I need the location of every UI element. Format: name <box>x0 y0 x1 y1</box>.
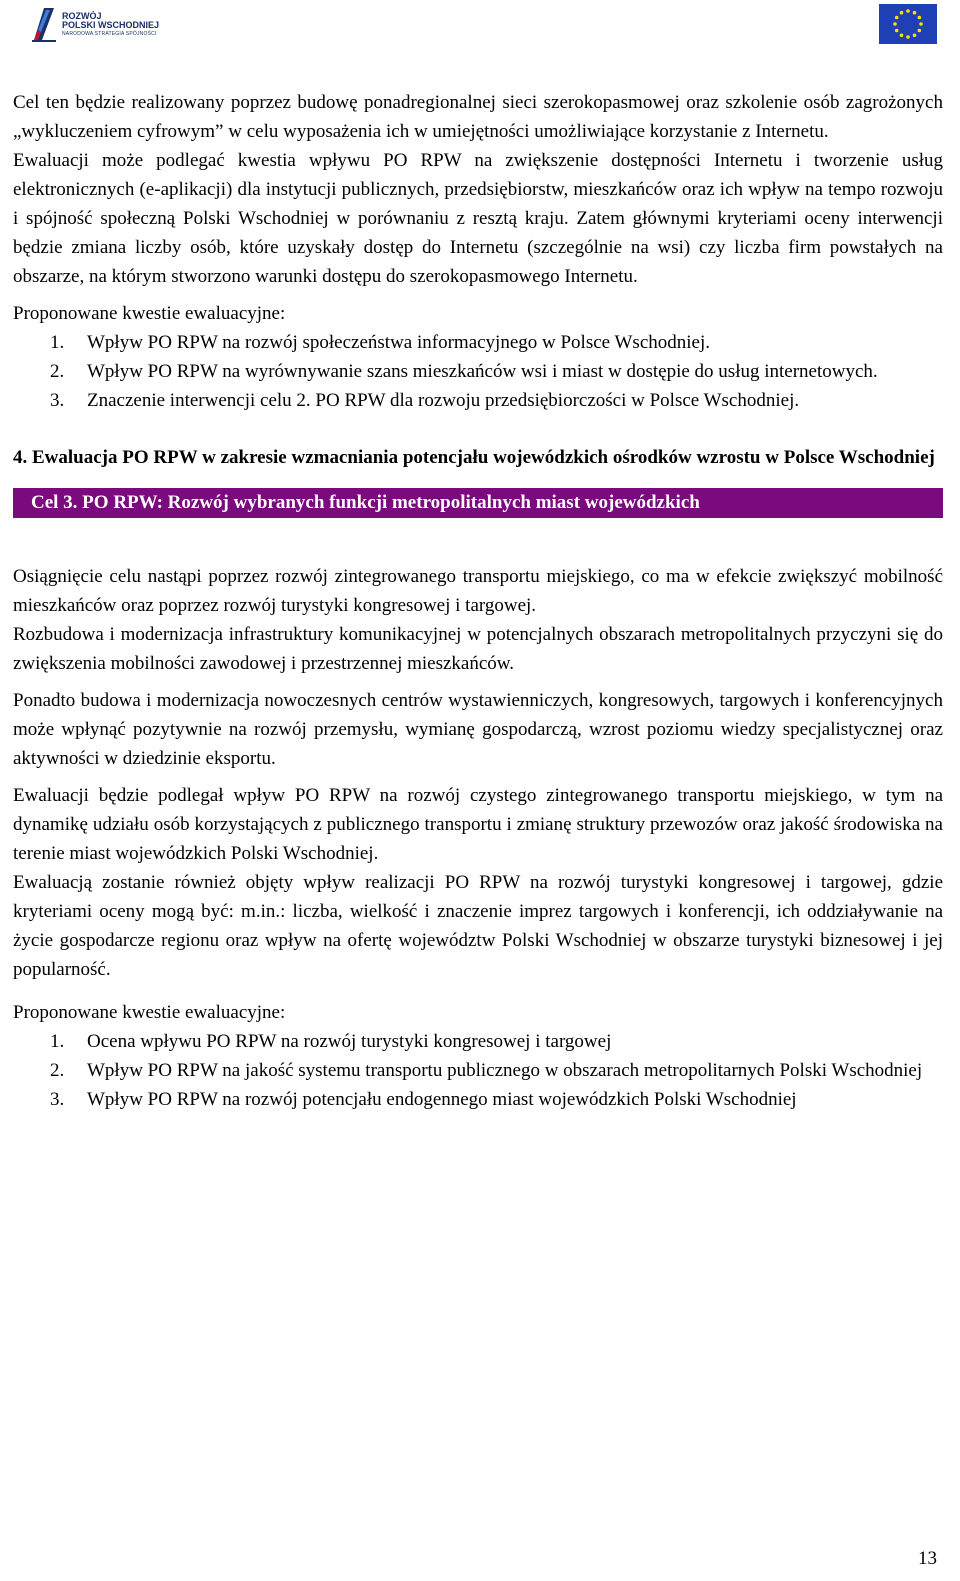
list-text: Wpływ PO RPW na wyrównywanie szans mieszkańców wsi i miast w dostępie do usług internetowych. <box>87 361 878 382</box>
list-item <box>13 328 943 357</box>
list-number: 3. <box>50 390 65 411</box>
evaluation-questions-list <box>13 328 943 415</box>
goal-band: Cel 3. PO RPW: Rozwój wybranych funkcji metropolitalnych miast wojewódzkich <box>13 488 943 518</box>
evaluation-paragraph: Ewaluacji może podlegać kwestia wpływu PO RPW na zwiększenie dostępności Internetu i tworzenie usług elektronicznych (e-aplikacji) dla instytucji publicznych, przedsiębiorstw, mieszkańców oraz ich wpływ na tempo rozwoju i spójność społeczną Polski Wschodniej w porównaniu z resztą kraju. Zatem głównymi kryteriami oceny interwencji będzie zmiana liczby osób, które uzyskały dostęp do Internetu (szczególnie na wsi) czy liczba firm powstałych na obszarze, na którym stworzono warunki dostępu do szerokopasmowego Internetu. <box>13 150 943 287</box>
logo-text <box>62 12 159 39</box>
goal-paragraph-5: Ewaluacją zostanie również objęty wpływ realizacji PO RPW na rozwój turystyki kongresowej i targowej, gdzie kryteriami oceny mogą być: m.in.: liczba, wielkość i znaczenie imprez targowych i konferencji, ich oddziaływanie na życie gospodarcze regionu oraz wpływ na ofertę województw Polski Wschodniej w obszarze turystyki biznesowej i jej popularność. <box>13 872 943 980</box>
list-text: Wpływ PO RPW na rozwój potencjału endogennego miast wojewódzkich Polski Wschodniej <box>87 1089 797 1110</box>
list-text: Wpływ PO RPW na jakość systemu transportu publicznego w obszarach metropolitarnych Polski Wschodniej <box>87 1060 923 1081</box>
intro-paragraph: Cel ten będzie realizowany poprzez budowę ponadregionalnej sieci szerokopasmowej oraz szkolenie osób zagrożonych „wykluczeniem cyfrowym” w celu wyposażenia ich w umiejętności umożliwiające korzystanie z Internetu. <box>13 92 943 142</box>
questions-title-2: Proponowane kwestie ewaluacyjne: <box>13 1002 286 1023</box>
section-heading: 4. Ewaluacja PO RPW w zakresie wzmacniania potencjału wojewódzkich ośrodków wzrostu w Polsce Wschodniej <box>13 447 935 468</box>
list-item <box>13 357 943 386</box>
rozwoj-polski-wschodniej-logo-icon <box>32 4 56 42</box>
evaluation-questions-list-2 <box>13 1027 943 1114</box>
program-logo <box>32 4 172 44</box>
document-body <box>13 88 943 1114</box>
list-number: 2. <box>50 1060 65 1081</box>
logo-line-3: NARODOWA STRATEGIA SPÓJNOŚCI <box>62 31 157 37</box>
list-number: 2. <box>50 361 65 382</box>
goal-paragraph-3: Ponadto budowa i modernizacja nowoczesnych centrów wystawienniczych, kongresowych, targowych i konferencyjnych może wpłynąć pozytywnie na rozwój przemysłu, wymianę gospodarczą, wzrost poziomu wiedzy specjalistycznej oraz aktywności w dziedzinie eksportu. <box>13 690 943 769</box>
goal-paragraph-4: Ewaluacji będzie podlegał wpływ PO RPW na rozwój czystego zintegrowanego transportu miejskiego, w tym na dynamikę udziału osób korzystających z publicznego transportu i zmianę struktury przewozów oraz jakość środowiska na terenie miast wojewódzkich Polski Wschodniej. <box>13 785 943 864</box>
list-number: 3. <box>50 1089 65 1110</box>
list-text: Ocena wpływu PO RPW na rozwój turystyki kongresowej i targowej <box>87 1031 612 1052</box>
eu-flag-icon <box>879 4 937 44</box>
list-number: 1. <box>50 332 65 353</box>
list-item <box>13 1027 943 1056</box>
list-item <box>13 1085 943 1114</box>
logo-line-2: POLSKI WSCHODNIEJ <box>62 20 160 30</box>
questions-title: Proponowane kwestie ewaluacyjne: <box>13 303 286 324</box>
goal-paragraph-2: Rozbudowa i modernizacja infrastruktury komunikacyjnej w potencjalnych obszarach metropolitalnych przyczyni się do zwiększenia mobilności zawodowej i przestrzennej mieszkańców. <box>13 624 943 674</box>
logo-line-1: ROZWÓJ <box>62 11 102 21</box>
list-text: Wpływ PO RPW na rozwój społeczeństwa informacyjnego w Polsce Wschodniej. <box>87 332 711 353</box>
page-number: 13 <box>918 1548 937 1569</box>
list-number: 1. <box>50 1031 65 1052</box>
list-item <box>13 386 943 415</box>
list-text: Znaczenie interwencji celu 2. PO RPW dla rozwoju przedsiębiorczości w Polsce Wschodniej. <box>87 390 800 411</box>
goal-paragraph-1: Osiągnięcie celu nastąpi poprzez rozwój zintegrowanego transportu miejskiego, co ma w efekcie zwiększyć mobilność mieszkańców oraz poprzez rozwój turystyki kongresowej i targowej. <box>13 566 943 616</box>
list-item <box>13 1056 943 1085</box>
